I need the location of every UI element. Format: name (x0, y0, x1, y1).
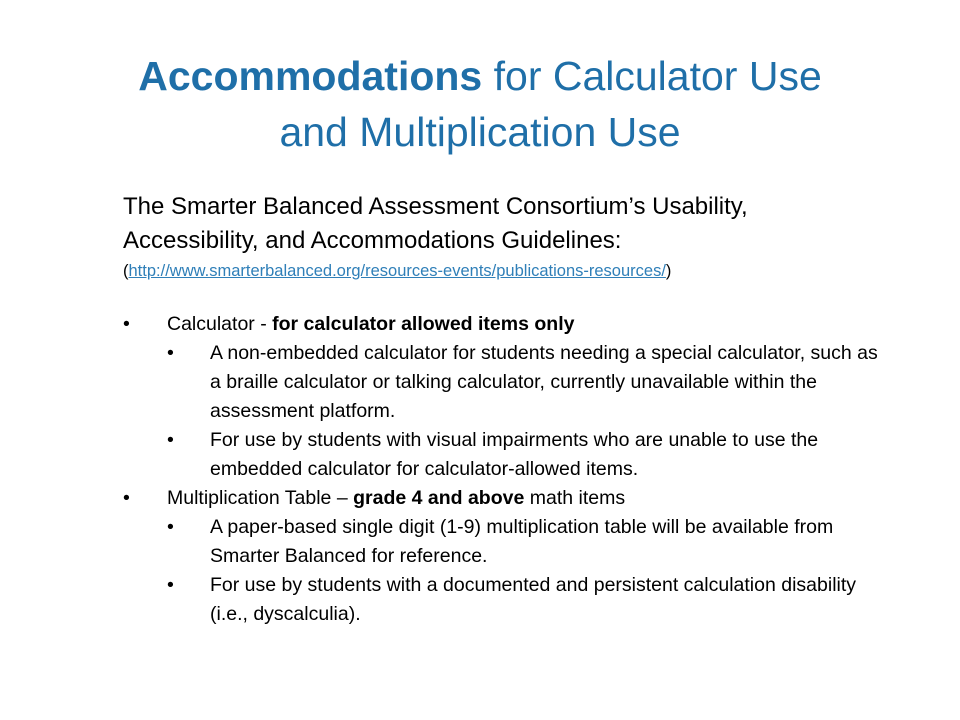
bullet-calculator-lead: Calculator - (167, 313, 273, 335)
sub-bullet-calculator-1: • A non-embedded calculator for students needing a special calculator, such as a braille calculator or talking calculator, currently unavailable within the assessment platform. (167, 339, 883, 426)
link-close-paren: ) (665, 262, 672, 280)
title-bold-part: Accommodations (138, 53, 483, 99)
slide-title-line-1 (60, 48, 900, 104)
bullet-calculator-bold: for calculator allowed items only (272, 313, 575, 335)
title-rest-line-1: for Calculator Use (482, 53, 822, 99)
bullet-multiplication-bold: grade 4 and above (353, 487, 525, 509)
bullet-calculator (123, 310, 883, 339)
slide-title (60, 48, 900, 160)
bullet-list (123, 310, 883, 629)
guidelines-heading-line-2: Accessibility, and Accommodations Guidelines: (123, 227, 622, 254)
slide-title-line-2: and Multiplication Use (279, 109, 681, 155)
bullet-multiplication-table (123, 484, 883, 513)
guidelines-heading-line-1: The Smarter Balanced Assessment Consortium’s Usability, (123, 193, 748, 220)
bullet-multiplication-lead: Multiplication Table – (167, 487, 354, 509)
sub-bullet-multiplication-2: • For use by students with a documented and persistent calculation disability (i.e., dyscalculia). (167, 571, 883, 629)
guidelines-link[interactable]: http://www.smarterbalanced.org/resources-events/publications-resources/ (128, 262, 666, 280)
link-open-paren: ( (123, 262, 129, 280)
bullet-multiplication-tail: math items (524, 487, 626, 509)
guidelines-heading (123, 190, 883, 258)
guidelines-link-line (123, 259, 671, 283)
sub-bullet-multiplication-1: • A paper-based single digit (1-9) multiplication table will be available from Smarter Balanced for reference. (167, 513, 883, 571)
sub-bullet-calculator-2: • For use by students with visual impairments who are unable to use the embedded calculator for calculator-allowed items. (167, 426, 883, 484)
